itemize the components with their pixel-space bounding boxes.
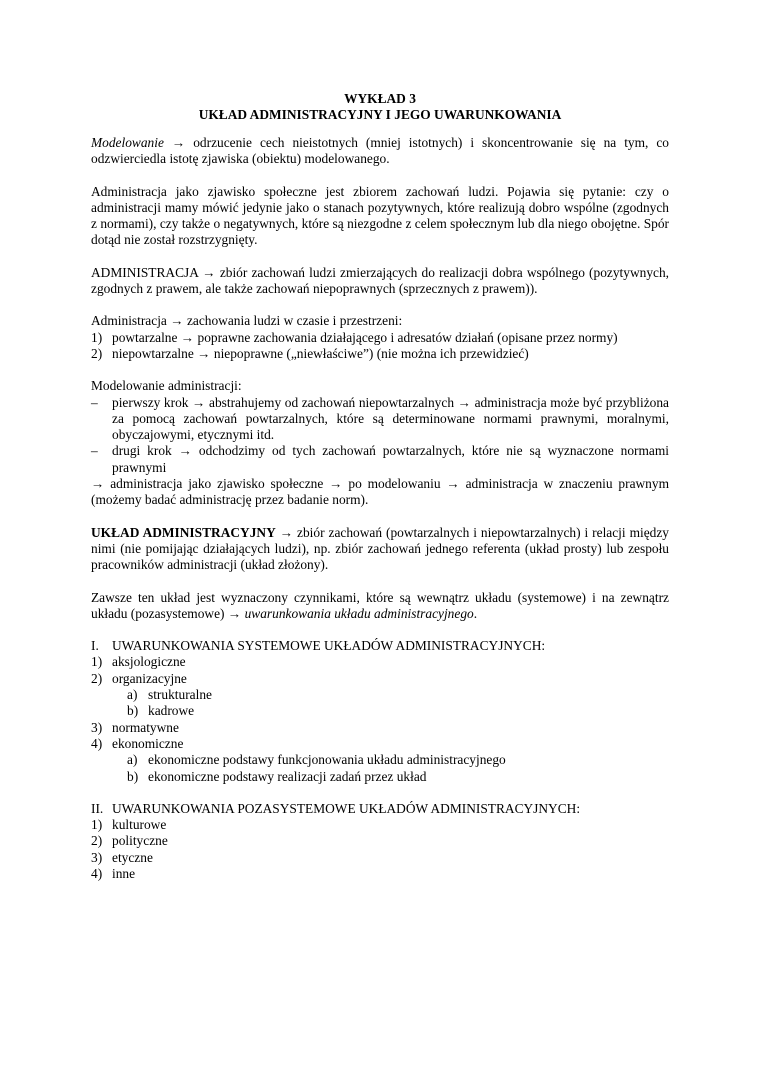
zachowania-list (91, 330, 669, 363)
section-heading-systemowe: I. UWARUNKOWANIA SYSTEMOWE UKŁADÓW ADMINISTRACYJNYCH: (91, 638, 546, 654)
list-item: 1) kulturowe (91, 817, 167, 833)
paragraph-modelowanie (91, 135, 669, 168)
list-item: 2) niepowtarzalne → niepoprawne („niewłaściwe”) (nie można ich przewidzieć) (91, 345, 529, 361)
organizacyjne-sublist (91, 687, 669, 720)
ekonomiczne-sublist (91, 752, 669, 785)
list-item: 4) ekonomiczne (91, 735, 184, 751)
list-item: 3) normatywne (91, 719, 179, 735)
list-item: – drugi krok → odchodzimy od tych zachowań powtarzalnych, które nie są wyznaczone normami prawnymi (91, 443, 669, 475)
systemowe-list (91, 654, 669, 687)
term-uwarunkowania: uwarunkowania układu administracyjnego (244, 605, 474, 621)
paragraph-administracja-definition: ADMINISTRACJA → zbiór zachowań ludzi zmierzających do realizacji dobra wspólnego (pozytywnych, zgodnych z prawem, ale także zachowań niepoprawnych (sprzecznych z prawem)). (91, 264, 669, 297)
list-item: 1) aksjologiczne (91, 654, 186, 670)
section-heading-pozasystemowe: II. UWARUNKOWANIA POZASYSTEMOWE UKŁADÓW ADMINISTRACYJNYCH: (91, 800, 581, 816)
paragraph-uwarunkowania: Zawsze ten układ jest wyznaczony czynnikami, które są wewnątrz układu (systemowe) i na zewnątrz układu (pozasystemowe) → uwarunkowania układu administracyjnego. (91, 589, 669, 621)
modelowanie-steps-list (91, 395, 669, 476)
systemowe-list-cont (91, 720, 669, 753)
paragraph-modelowanie-conclusion: → administracja jako zjawisko społeczne → po modelowaniu → administracja w znaczeniu prawnym (możemy badać administrację przez badanie norm). (91, 476, 669, 508)
lecture-number: WYKŁAD 3 (344, 91, 416, 106)
paragraph-zachowania-intro: Administracja → zachowania ludzi w czasie i przestrzeni: (91, 313, 403, 329)
paragraph-uklad-definition: UKŁAD ADMINISTRACYJNY → zbiór zachowań (powtarzalnych i niepowtarzalnych) i relacji między nimi (nie pomijając działających ludzi), np. zbiór zachowań jednego referenta (układ prosty) lub zespołu pracowników administracji (układ złożony). (91, 524, 669, 573)
list-item: 3) etyczne (91, 849, 153, 865)
list-item: 4) inne (91, 865, 136, 881)
term-modelowanie: Modelowanie (91, 135, 164, 150)
lecture-title: UKŁAD ADMINISTRACYJNY I JEGO UWARUNKOWANIA (198, 107, 562, 122)
definition-modelowanie: → odrzucenie cech nieistotnych (mniej istotnych) i skoncentrowanie się na tym, co odzwierciedla istotę zjawiska (obiektu) modelowanego. (91, 135, 669, 167)
pozasystemowe-list (91, 817, 669, 882)
list-item: 1) powtarzalne → poprawne zachowania działającego i adresatów działań (opisane przez normy) (91, 329, 618, 345)
document-body (91, 91, 669, 882)
paragraph-modelowanie-intro: Modelowanie administracji: (91, 378, 242, 394)
list-item: 2) organizacyjne (91, 670, 187, 686)
list-item: – pierwszy krok → abstrahujemy od zachowań niepowtarzalnych → administracja może być przybliżona za pomocą zachowań powtarzalnych, które są determinowane normami prawnymi, moralnymi, obyczajowymi, etycznymi itd. (91, 394, 669, 443)
list-item: 2) polityczne (91, 833, 168, 849)
list-item: a) strukturalne (127, 687, 212, 703)
list-item: b) kadrowe (127, 703, 195, 719)
paragraph-administracja-zjawisko: Administracja jako zjawisko społeczne jest zbiorem zachowań ludzi. Pojawia się pytanie: czy o administracji mamy mówić jedynie jako o stanach pozytywnych, które realizują dobro wspólne (zgodnych z normami), czy także o negatywnych, które są niezgodne z celem społecznym lub dla niego obojętne. Spór dotąd nie został rozstrzygnięty. (91, 183, 669, 248)
term-uklad-administracyjny: UKŁAD ADMINISTRACYJNY (91, 524, 276, 540)
list-item: b) ekonomiczne podstawy realizacji zadań przez układ (127, 768, 427, 784)
list-item: a) ekonomiczne podstawy funkcjonowania układu administracyjnego (127, 752, 506, 768)
